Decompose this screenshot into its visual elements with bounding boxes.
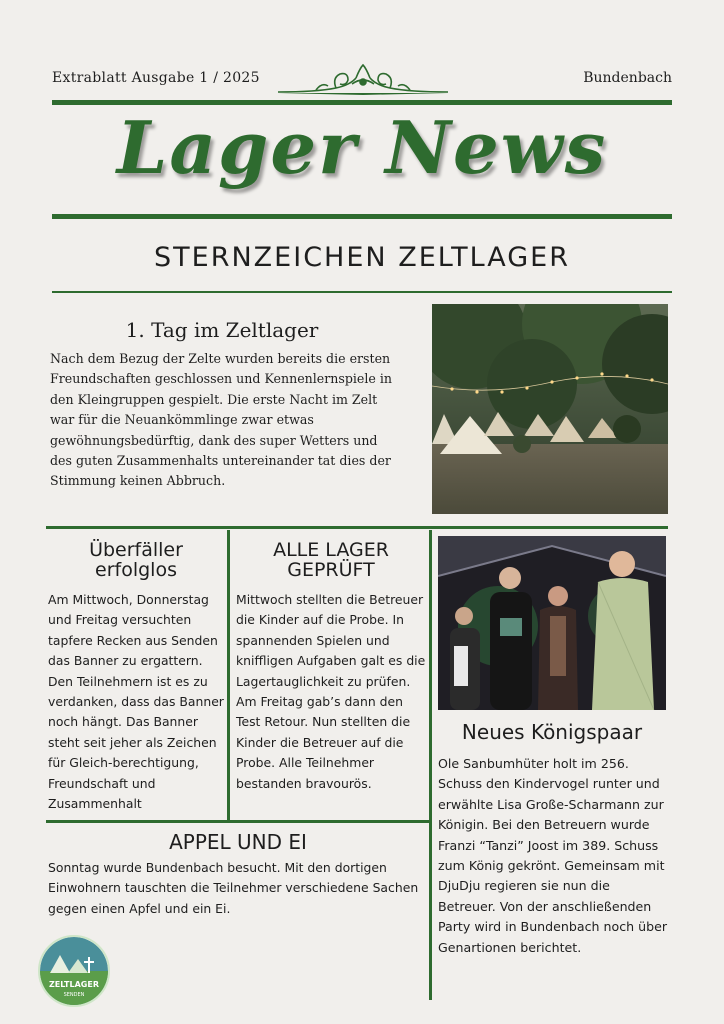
logo-line2: SENDEN: [63, 992, 85, 998]
article-body-ueberfaeller: Am Mittwoch, Donnerstag und Freitag versuchten tapfere Recken aus Senden das Banner zu ergattern. Den Teilnehmern ist es zu verdanken, dass das Banner noch hängt. Das Banner steht seit jeher als Zeichen für Gleich-berechtigung, Freundschaft und Zusammenhalt: [48, 592, 224, 812]
column-divider-right: [429, 530, 432, 1000]
article-title-geprueft: ALLE LAGER GEPRÜFT: [273, 539, 389, 581]
subtitle: STERNZEICHEN ZELTLAGER: [154, 242, 570, 273]
koenigspaar-photo: [438, 536, 666, 710]
masthead-bottom-rule: [52, 214, 672, 219]
article-body-tag1: Nach dem Bezug der Zelte wurden bereits die ersten Freundschaften geschlossen und Kennenlernspiele in den Kleingruppen gespielt. Die erste Nacht im Zelt war für die Neuankömmlinge zwar etwas gewöhnungsbedürftig, dank des super Wetters und des guten Zusammenhalts untereinander tat dies der Stimmung keinen Abbruch.: [50, 351, 392, 489]
issue-label: Extrablatt Ausgabe 1 / 2025: [52, 70, 260, 86]
article-title-tag1: 1. Tag im Zeltlager: [125, 318, 319, 342]
masthead-title: Lager News: [116, 105, 608, 190]
camp-photo: [432, 304, 668, 514]
article-title-appel: APPEL UND EI: [169, 830, 307, 854]
article-title-ueberfaeller: Überfäller erfolglos: [89, 539, 183, 581]
location-label: Bundenbach: [583, 70, 672, 86]
logo-line1: ZELTLAGER: [49, 980, 99, 989]
article-body-appel: Sonntag wurde Bundenbach besucht. Mit den dortigen Einwohnern tauschten die Teilnehmer verschiedene Sachen gegen einen Apfel und ein Ei.: [48, 860, 419, 916]
article-body-koenigspaar: Ole Sanbumhüter holt im 256. Schuss den Kindervogel runter und erwählte Lisa Große-Scharmann zur Königin. Bei den Betreuern wurde Franzi “Tanzi” Joost im 389. Schuss zum König gekrönt. Gemeinsam mit DjuDju regieren sie nun die Betreuer. Von der anschließenden Party wird in Bundenbach noch über Genartionen berichtet.: [438, 756, 667, 955]
article-title-koenigspaar: Neues Königspaar: [461, 720, 643, 744]
ornament-icon: [276, 62, 450, 96]
zeltlager-logo: [38, 935, 110, 1007]
article-body-geprueft: Mittwoch stellten die Betreuer die Kinder auf die Probe. In spannenden Spielen und kniffligen Aufgaben galt es die Lagertauglichkeit zu prüfen. Am Freitag gab’s dann den Test Retour. Nun stellten die Kinder die Betreuer auf die Probe. Alle Teilnehmer bestanden bravourös.: [236, 592, 426, 791]
subtitle-rule: [52, 291, 672, 293]
grid-rule-middle: [46, 526, 668, 529]
column-divider-left: [227, 530, 230, 820]
grid-rule-lower: [46, 820, 430, 823]
